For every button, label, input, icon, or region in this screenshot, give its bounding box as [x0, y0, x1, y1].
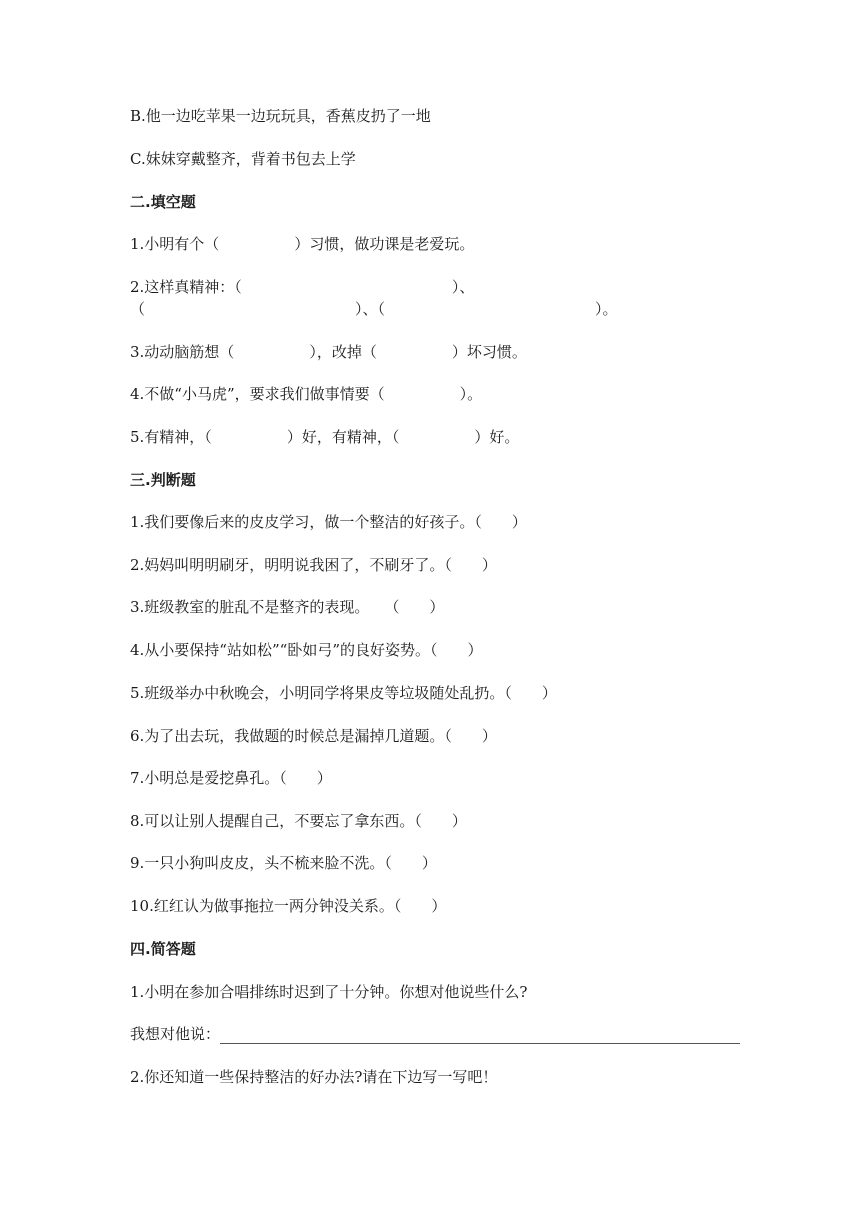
fill-blank-question-3: 3.动动脑筋想（ ），改掉（ ）坏习惯。: [130, 343, 527, 361]
section-short-answer-heading: 四.简答题: [130, 940, 196, 958]
true-false-item: 9.一只小狗叫皮皮，头不梳来脸不洗。（ ）: [130, 854, 437, 872]
true-false-item: 1.我们要像后来的皮皮学习，做一个整洁的好孩子。（ ）: [130, 513, 527, 531]
section-fill-blank-heading: 二.填空题: [130, 193, 196, 211]
short-answer-question-1: 1.小明在参加合唱排练时迟到了十分钟。你想对他说些什么?: [130, 983, 528, 1001]
choice-option-c: C.妹妹穿戴整齐，背着书包去上学: [130, 150, 356, 168]
answer-blank-line: [220, 1029, 740, 1044]
true-false-item: 7.小明总是爱挖鼻孔。（ ）: [130, 769, 332, 787]
true-false-item: 6.为了出去玩，我做题的时候总是漏掉几道题。（ ）: [130, 727, 497, 745]
fill-blank-question-2-cont: （ ）、（ ）。: [130, 300, 618, 318]
fill-blank-question-1: 1.小明有个（ ）习惯，做功课是老爱玩。: [130, 235, 475, 253]
short-answer-question-2: 2.你还知道一些保持整洁的好办法?请在下边写一写吧！: [130, 1068, 498, 1086]
true-false-item: 2.妈妈叫明明刷牙，明明说我困了，不刷牙了。（ ）: [130, 556, 497, 574]
answer-row: [130, 1024, 740, 1044]
choice-option-b: B.他一边吃苹果一边玩玩具，香蕉皮扔了一地: [130, 107, 431, 125]
true-false-item: 5.班级举办中秋晚会，小明同学将果皮等垃圾随处乱扔。（ ）: [130, 684, 557, 702]
fill-blank-question-4: 4.不做“小马虎”，要求我们做事情要（ ）。: [130, 385, 483, 403]
true-false-item: 3.班级教室的脏乱不是整齐的表现。 （ ）: [130, 598, 445, 616]
fill-blank-question-5: 5.有精神，（ ）好，有精神，（ ）好。: [130, 428, 520, 446]
answer-prefix: 我想对他说：: [130, 1025, 221, 1043]
fill-blank-question-2: 2.这样真精神：（ ）、: [130, 278, 475, 296]
true-false-item: 10.红红认为做事拖拉一两分钟没关系。（ ）: [130, 897, 447, 915]
true-false-item: 8.可以让别人提醒自己，不要忘了拿东西。（ ）: [130, 812, 467, 830]
section-true-false-heading: 三.判断题: [130, 471, 196, 489]
true-false-item: 4.从小要保持“站如松”“卧如弓”的良好姿势。（ ）: [130, 641, 483, 659]
